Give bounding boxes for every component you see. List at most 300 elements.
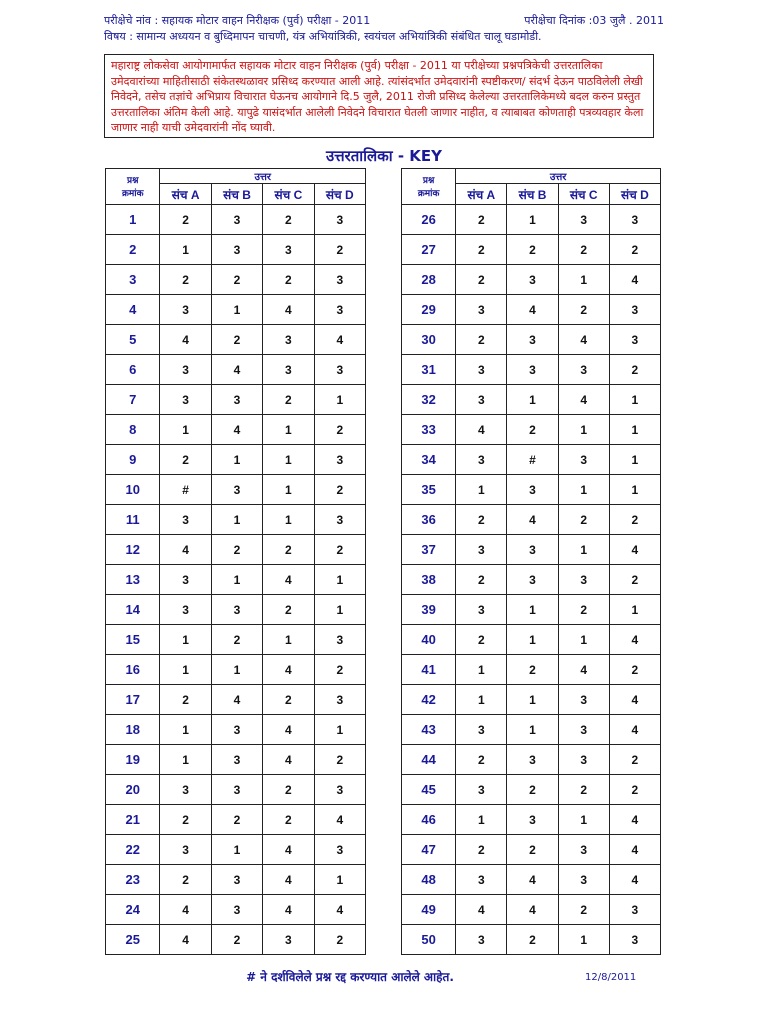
table-row [402, 385, 661, 415]
set-c-answer: 1 [558, 625, 609, 655]
set-b-answer: 3 [507, 535, 558, 565]
set-c-answer: 3 [263, 925, 314, 955]
set-d-answer: 2 [314, 655, 365, 685]
set-c-answer: 1 [558, 415, 609, 445]
set-d-answer: 3 [314, 445, 365, 475]
set-c-answer: 3 [263, 325, 314, 355]
set-d-answer: 2 [609, 655, 660, 685]
set-d-answer: 2 [314, 745, 365, 775]
set-c-answer: 2 [558, 505, 609, 535]
question-number: 44 [402, 745, 456, 775]
set-a-answer: 1 [160, 655, 211, 685]
set-c-answer: 4 [263, 565, 314, 595]
set-a-answer: 3 [456, 355, 507, 385]
question-number: 45 [402, 775, 456, 805]
set-a-answer: 1 [456, 475, 507, 505]
table-row [106, 625, 366, 655]
set-c-answer: 2 [263, 535, 314, 565]
set-b-answer: 3 [507, 565, 558, 595]
table-row [106, 685, 366, 715]
question-number: 48 [402, 865, 456, 895]
set-c-answer: 4 [263, 655, 314, 685]
set-d-answer: 1 [609, 595, 660, 625]
set-a-answer: 3 [160, 835, 211, 865]
question-number: 21 [106, 805, 160, 835]
set-c-answer: 3 [263, 355, 314, 385]
table-row [402, 265, 661, 295]
set-a-answer: 4 [160, 535, 211, 565]
notice-box: महाराष्ट्र लोकसेवा आयोगामार्फत सहायक मोटार वाहन निरीक्षक (पुर्व) परीक्षा - 2011 या परीक्षेच्या प्रश्नपत्रिकेची उत्तरतालिका उमेदवारांच्या माहितीसाठी संकेतस्थळावर प्रसिध्द करण्यात आली आहे. त्यांसंदर्भात उमेदवारांनी स्पष्टीकरण/ संदर्भ देऊन पाठविलेली लेखी निवेदने, तसेच तज्ञांचे अभिप्राय विचारात घेऊनच आयोगाने दि.5 जुलै, 2011 रोजी प्रसिध्द केलेल्या उत्तरतालिकेमध्ये बदल करुन प्रस्तुत उत्तरतालिका अंतिम केली आहे. यापुढे यासंदर्भात आलेली निवेदने विचारात घेतली जाणार नाहीत, व त्याबाबत कोणताही पत्रव्यवहार केला जाणार नाही याची उमेदवारांनी नोंद घ्यावी. [104, 54, 654, 138]
table-row [402, 445, 661, 475]
set-c-answer: 3 [558, 685, 609, 715]
cancelled-questions-note: # ने दर्शविलेले प्रश्न रद्द करण्यात आलेले आहेत. [246, 970, 454, 984]
set-a-answer: 3 [160, 355, 211, 385]
set-d-answer: 4 [609, 715, 660, 745]
exam-subject: विषय : सामान्य अध्ययन व बुध्दिमापन चाचणी, यंत्र अभियांत्रिकी, स्वयंचल अभियांत्रिकी संबंधित चालू घडामोडी. [104, 30, 542, 43]
set-a-answer: 3 [456, 865, 507, 895]
table-row [106, 205, 366, 235]
set-b-answer: 3 [211, 775, 262, 805]
set-a-answer: 4 [456, 895, 507, 925]
table-row [106, 265, 366, 295]
question-number-header [402, 169, 456, 205]
answer-header: उत्तर [160, 169, 366, 184]
set-b-answer: 4 [507, 895, 558, 925]
set-a-answer: 2 [456, 625, 507, 655]
question-number: 16 [106, 655, 160, 685]
set-c-answer: 1 [558, 535, 609, 565]
question-number: 15 [106, 625, 160, 655]
question-number: 37 [402, 535, 456, 565]
set-d-answer: 1 [314, 595, 365, 625]
set-a-answer: 2 [456, 505, 507, 535]
set-d-answer: 1 [314, 385, 365, 415]
set-c-answer: 4 [558, 325, 609, 355]
set-d-answer: 1 [314, 565, 365, 595]
question-number: 29 [402, 295, 456, 325]
question-number: 12 [106, 535, 160, 565]
set-d-answer: 2 [609, 775, 660, 805]
question-number: 18 [106, 715, 160, 745]
set-d-answer: 2 [609, 565, 660, 595]
set-a-header: संच A [456, 184, 507, 205]
set-b-answer: 4 [507, 505, 558, 535]
set-a-answer: 3 [456, 775, 507, 805]
set-a-answer: 1 [160, 715, 211, 745]
set-d-answer: 4 [609, 685, 660, 715]
set-a-answer: 3 [456, 445, 507, 475]
set-d-answer: 1 [609, 445, 660, 475]
set-c-answer: 4 [263, 295, 314, 325]
set-c-answer: 2 [263, 685, 314, 715]
set-c-answer: 3 [558, 835, 609, 865]
question-number: 47 [402, 835, 456, 865]
set-c-answer: 2 [263, 775, 314, 805]
exam-subject-row [104, 29, 664, 45]
question-number: 34 [402, 445, 456, 475]
set-a-answer: 2 [160, 805, 211, 835]
set-c-answer: 2 [558, 895, 609, 925]
table-row [402, 565, 661, 595]
question-number: 50 [402, 925, 456, 955]
set-c-answer: 3 [558, 565, 609, 595]
set-d-answer: 1 [609, 385, 660, 415]
question-number: 42 [402, 685, 456, 715]
table-row [106, 835, 366, 865]
set-b-answer: 3 [507, 805, 558, 835]
set-a-answer: 1 [456, 685, 507, 715]
question-number-header [106, 169, 160, 205]
set-a-answer: 4 [160, 925, 211, 955]
table-row [106, 235, 366, 265]
table-row [402, 685, 661, 715]
set-a-answer: 2 [160, 685, 211, 715]
set-b-answer: 1 [507, 625, 558, 655]
set-b-answer: 3 [507, 475, 558, 505]
set-d-answer: 3 [314, 505, 365, 535]
set-d-answer: 4 [314, 805, 365, 835]
question-number: 19 [106, 745, 160, 775]
set-b-answer: 1 [507, 715, 558, 745]
question-number: 7 [106, 385, 160, 415]
set-d-answer: 2 [314, 925, 365, 955]
table-row [402, 235, 661, 265]
set-b-answer: 2 [211, 265, 262, 295]
set-d-answer: 3 [609, 325, 660, 355]
set-d-answer: 1 [314, 865, 365, 895]
set-a-answer: 1 [456, 655, 507, 685]
set-d-answer: 2 [314, 415, 365, 445]
set-d-answer: 3 [314, 295, 365, 325]
question-header-line1: प्रश्न [422, 174, 435, 185]
set-b-answer: 3 [211, 235, 262, 265]
set-d-answer: 3 [314, 205, 365, 235]
set-c-answer: 1 [558, 805, 609, 835]
set-a-answer: 1 [160, 235, 211, 265]
set-b-answer: # [507, 445, 558, 475]
answer-key-title: उत्तरतालिका - KEY [325, 147, 443, 165]
set-c-answer: 3 [558, 355, 609, 385]
question-number: 38 [402, 565, 456, 595]
set-a-answer: 2 [456, 745, 507, 775]
question-number: 46 [402, 805, 456, 835]
table-row [106, 535, 366, 565]
set-c-answer: 4 [263, 835, 314, 865]
set-a-answer: 3 [456, 715, 507, 745]
set-c-answer: 1 [558, 265, 609, 295]
question-number: 6 [106, 355, 160, 385]
set-c-answer: 4 [558, 385, 609, 415]
question-header-line2: क्रमांक [417, 187, 440, 198]
table-row [106, 745, 366, 775]
set-d-answer: 4 [609, 805, 660, 835]
set-b-answer: 1 [211, 505, 262, 535]
question-number: 13 [106, 565, 160, 595]
footer-date: 12/8/2011 [585, 972, 637, 983]
set-a-answer: 3 [456, 595, 507, 625]
set-a-header: संच A [160, 184, 211, 205]
set-a-answer: 3 [456, 295, 507, 325]
set-a-answer: 4 [160, 895, 211, 925]
question-number: 28 [402, 265, 456, 295]
question-number: 4 [106, 295, 160, 325]
table-row [106, 415, 366, 445]
set-d-answer: 4 [609, 625, 660, 655]
set-d-answer: 3 [609, 925, 660, 955]
set-a-answer: 2 [456, 205, 507, 235]
set-c-answer: 3 [263, 235, 314, 265]
table-row [402, 745, 661, 775]
question-number: 3 [106, 265, 160, 295]
set-a-answer: 2 [160, 265, 211, 295]
set-b-answer: 4 [507, 865, 558, 895]
question-number: 10 [106, 475, 160, 505]
set-a-answer: 1 [160, 625, 211, 655]
set-d-answer: 3 [314, 775, 365, 805]
table-row [402, 595, 661, 625]
set-d-answer: 4 [609, 265, 660, 295]
set-c-answer: 1 [263, 625, 314, 655]
set-d-answer: 3 [314, 625, 365, 655]
set-a-answer: 2 [160, 865, 211, 895]
set-d-answer: 3 [314, 265, 365, 295]
set-c-answer: 1 [558, 925, 609, 955]
set-a-answer: 3 [160, 775, 211, 805]
set-b-answer: 1 [211, 445, 262, 475]
set-b-answer: 2 [211, 535, 262, 565]
set-c-answer: 1 [263, 415, 314, 445]
set-b-answer: 1 [211, 295, 262, 325]
set-a-answer: 3 [456, 925, 507, 955]
set-b-answer: 1 [507, 385, 558, 415]
question-number: 31 [402, 355, 456, 385]
set-b-answer: 1 [507, 595, 558, 625]
table-row [106, 475, 366, 505]
table-row [106, 325, 366, 355]
table-row [402, 925, 661, 955]
answer-header: उत्तर [456, 169, 661, 184]
table-row [402, 775, 661, 805]
table-row [402, 625, 661, 655]
set-c-answer: 2 [558, 775, 609, 805]
set-d-answer: 4 [314, 895, 365, 925]
set-b-header: संच B [211, 184, 262, 205]
set-b-answer: 3 [211, 895, 262, 925]
question-number: 11 [106, 505, 160, 535]
set-d-header: संच D [314, 184, 365, 205]
table-row [402, 475, 661, 505]
table-row [106, 355, 366, 385]
question-number: 17 [106, 685, 160, 715]
set-b-answer: 3 [211, 715, 262, 745]
question-number: 39 [402, 595, 456, 625]
question-number: 22 [106, 835, 160, 865]
set-c-answer: 3 [558, 865, 609, 895]
set-c-header: संच C [263, 184, 314, 205]
set-c-answer: 2 [558, 235, 609, 265]
question-number: 20 [106, 775, 160, 805]
table-row [106, 895, 366, 925]
exam-name: परीक्षेचे नांव : सहायक मोटार वाहन निरीक्षक (पुर्व) परीक्षा - 2011 [104, 14, 371, 27]
set-d-answer: 2 [609, 745, 660, 775]
set-a-answer: 2 [456, 565, 507, 595]
table-row [402, 535, 661, 565]
set-a-answer: 2 [160, 205, 211, 235]
set-c-answer: 3 [558, 745, 609, 775]
set-a-answer: 3 [160, 385, 211, 415]
set-b-answer: 2 [507, 415, 558, 445]
set-c-answer: 1 [263, 475, 314, 505]
set-b-answer: 3 [211, 205, 262, 235]
set-a-answer: 2 [456, 265, 507, 295]
question-number: 9 [106, 445, 160, 475]
set-b-answer: 3 [211, 595, 262, 625]
set-c-answer: 1 [558, 475, 609, 505]
question-header-line2: क्रमांक [121, 187, 144, 198]
set-c-answer: 3 [558, 715, 609, 745]
set-a-answer: 3 [160, 595, 211, 625]
set-b-answer: 2 [507, 235, 558, 265]
table-row [106, 385, 366, 415]
set-c-answer: 4 [558, 655, 609, 685]
set-a-answer: 1 [160, 415, 211, 445]
question-number: 36 [402, 505, 456, 535]
exam-header-row [104, 13, 664, 29]
set-b-answer: 1 [211, 655, 262, 685]
set-b-answer: 1 [211, 835, 262, 865]
set-b-answer: 4 [211, 355, 262, 385]
table-row [402, 325, 661, 355]
set-a-answer: 2 [456, 235, 507, 265]
set-a-answer: 4 [160, 325, 211, 355]
set-b-answer: 2 [211, 325, 262, 355]
question-number: 40 [402, 625, 456, 655]
set-d-answer: 4 [609, 865, 660, 895]
table-row [402, 895, 661, 925]
set-b-answer: 1 [507, 685, 558, 715]
table-row [402, 655, 661, 685]
table-row [106, 805, 366, 835]
set-d-answer: 2 [609, 235, 660, 265]
set-a-answer: 2 [456, 835, 507, 865]
question-header-line1: प्रश्न [126, 174, 139, 185]
set-c-answer: 2 [558, 595, 609, 625]
set-c-answer: 2 [558, 295, 609, 325]
set-b-answer: 3 [211, 385, 262, 415]
set-c-answer: 3 [558, 205, 609, 235]
table-row [402, 715, 661, 745]
set-d-answer: 2 [609, 355, 660, 385]
question-number: 49 [402, 895, 456, 925]
set-d-answer: 2 [314, 475, 365, 505]
question-number: 26 [402, 205, 456, 235]
set-a-answer: 1 [160, 745, 211, 775]
set-c-answer: 2 [263, 385, 314, 415]
table-row [106, 595, 366, 625]
set-c-answer: 1 [263, 505, 314, 535]
question-number: 32 [402, 385, 456, 415]
table-row [106, 925, 366, 955]
table-row [106, 775, 366, 805]
table-row [402, 835, 661, 865]
set-c-answer: 3 [558, 445, 609, 475]
set-b-header: संच B [507, 184, 558, 205]
question-number: 41 [402, 655, 456, 685]
set-b-answer: 4 [211, 415, 262, 445]
set-a-answer: # [160, 475, 211, 505]
set-b-answer: 2 [507, 655, 558, 685]
table-row [106, 565, 366, 595]
question-number: 5 [106, 325, 160, 355]
set-c-answer: 4 [263, 895, 314, 925]
set-b-answer: 2 [211, 625, 262, 655]
set-c-answer: 2 [263, 205, 314, 235]
question-number: 23 [106, 865, 160, 895]
set-b-answer: 4 [507, 295, 558, 325]
set-c-answer: 2 [263, 265, 314, 295]
table-row [402, 415, 661, 445]
question-number: 25 [106, 925, 160, 955]
set-b-answer: 3 [211, 745, 262, 775]
question-number: 14 [106, 595, 160, 625]
set-b-answer: 2 [211, 925, 262, 955]
set-d-header: संच D [609, 184, 660, 205]
table-row [402, 805, 661, 835]
set-b-answer: 2 [507, 925, 558, 955]
table-row [106, 295, 366, 325]
set-c-answer: 2 [263, 805, 314, 835]
table-row [402, 355, 661, 385]
set-c-answer: 2 [263, 595, 314, 625]
set-a-answer: 2 [456, 325, 507, 355]
question-number: 30 [402, 325, 456, 355]
answer-key-table-left [105, 168, 366, 955]
set-d-answer: 3 [609, 295, 660, 325]
set-d-answer: 2 [314, 535, 365, 565]
set-b-answer: 3 [211, 865, 262, 895]
set-d-answer: 2 [314, 235, 365, 265]
set-d-answer: 1 [609, 475, 660, 505]
set-a-answer: 3 [456, 535, 507, 565]
table-row [106, 655, 366, 685]
set-b-answer: 2 [507, 835, 558, 865]
set-b-answer: 2 [211, 805, 262, 835]
table-row [402, 865, 661, 895]
set-d-answer: 4 [609, 535, 660, 565]
set-d-answer: 4 [314, 325, 365, 355]
set-d-answer: 3 [314, 835, 365, 865]
set-b-answer: 3 [507, 325, 558, 355]
question-number: 1 [106, 205, 160, 235]
table-row [106, 505, 366, 535]
question-number: 33 [402, 415, 456, 445]
set-d-answer: 1 [609, 415, 660, 445]
set-a-answer: 3 [160, 505, 211, 535]
table-row [106, 715, 366, 745]
table-row [402, 295, 661, 325]
set-a-answer: 1 [456, 805, 507, 835]
question-number: 27 [402, 235, 456, 265]
set-a-answer: 3 [160, 565, 211, 595]
set-b-answer: 1 [507, 205, 558, 235]
set-c-answer: 4 [263, 715, 314, 745]
set-d-answer: 1 [314, 715, 365, 745]
exam-header [104, 13, 664, 45]
table-row [106, 445, 366, 475]
set-b-answer: 2 [507, 775, 558, 805]
question-number: 24 [106, 895, 160, 925]
set-c-answer: 4 [263, 745, 314, 775]
